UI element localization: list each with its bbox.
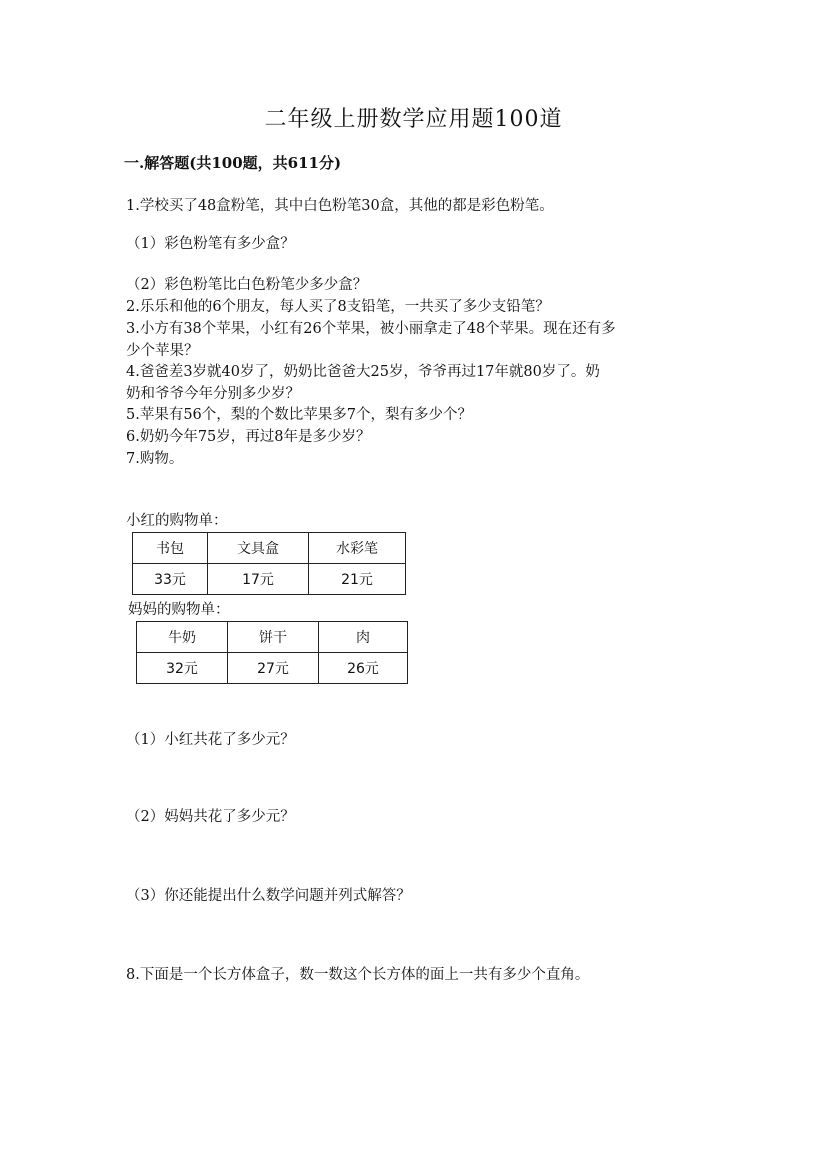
question-4-line-2: 奶和爷爷今年分别多少岁？ xyxy=(126,386,300,402)
table-cell: 21元 xyxy=(309,564,406,595)
question-2: 2.乐乐和他的6个朋友，每人买了8支铅笔，一共买了多少支铅笔？ xyxy=(126,299,550,315)
table-row xyxy=(133,533,406,564)
table-cell: 27元 xyxy=(228,653,319,684)
question-1: 1.学校买了48盒粉笔，其中白色粉笔30盒，其他的都是彩色粉笔。 xyxy=(126,198,554,214)
question-7: 7.购物。 xyxy=(126,451,184,467)
table-cell: 水彩笔 xyxy=(309,533,406,564)
table-cell: 26元 xyxy=(319,653,408,684)
question-7-part-1: （1）小红共花了多少元？ xyxy=(126,732,295,748)
mama-list-caption: 妈妈的购物单： xyxy=(128,602,230,618)
table-cell: 文具盒 xyxy=(208,533,309,564)
question-4-line-1: 4.爸爸差3岁就40岁了，奶奶比爸爸大25岁，爷爷再过17年就80岁了。奶 xyxy=(126,364,600,380)
xiaohong-shopping-table xyxy=(132,532,406,595)
table-cell: 饼干 xyxy=(228,622,319,653)
question-8: 8.下面是一个长方体盒子，数一数这个长方体的面上一共有多少个直角。 xyxy=(126,967,590,983)
question-7-part-3: （3）你还能提出什么数学问题并列式解答？ xyxy=(126,888,411,904)
table-row xyxy=(137,653,408,684)
page-title: 二年级上册数学应用题100道 xyxy=(264,107,563,132)
table-cell: 33元 xyxy=(133,564,208,595)
question-6: 6.奶奶今年75岁，再过8年是多少岁？ xyxy=(126,429,371,445)
table-cell: 17元 xyxy=(208,564,309,595)
question-5: 5.苹果有56个，梨的个数比苹果多7个，梨有多少个？ xyxy=(126,407,473,423)
question-3-line-2: 少个苹果？ xyxy=(126,343,199,359)
section-heading: 一.解答题(共100题，共611分) xyxy=(124,154,342,172)
mama-shopping-table xyxy=(136,621,408,684)
table-row xyxy=(137,622,408,653)
table-cell: 书包 xyxy=(133,533,208,564)
table-cell: 32元 xyxy=(137,653,228,684)
question-1-part-2: （2）彩色粉笔比白色粉笔少多少盒？ xyxy=(126,277,368,293)
xiaohong-list-caption: 小红的购物单： xyxy=(126,513,228,529)
table-cell: 牛奶 xyxy=(137,622,228,653)
question-1-part-1: （1）彩色粉笔有多少盒？ xyxy=(126,236,295,252)
question-3-line-1: 3.小方有38个苹果，小红有26个苹果，被小丽拿走了48个苹果。现在还有多 xyxy=(126,321,616,337)
question-7-part-2: （2）妈妈共花了多少元？ xyxy=(126,809,295,825)
table-cell: 肉 xyxy=(319,622,408,653)
table-row xyxy=(133,564,406,595)
